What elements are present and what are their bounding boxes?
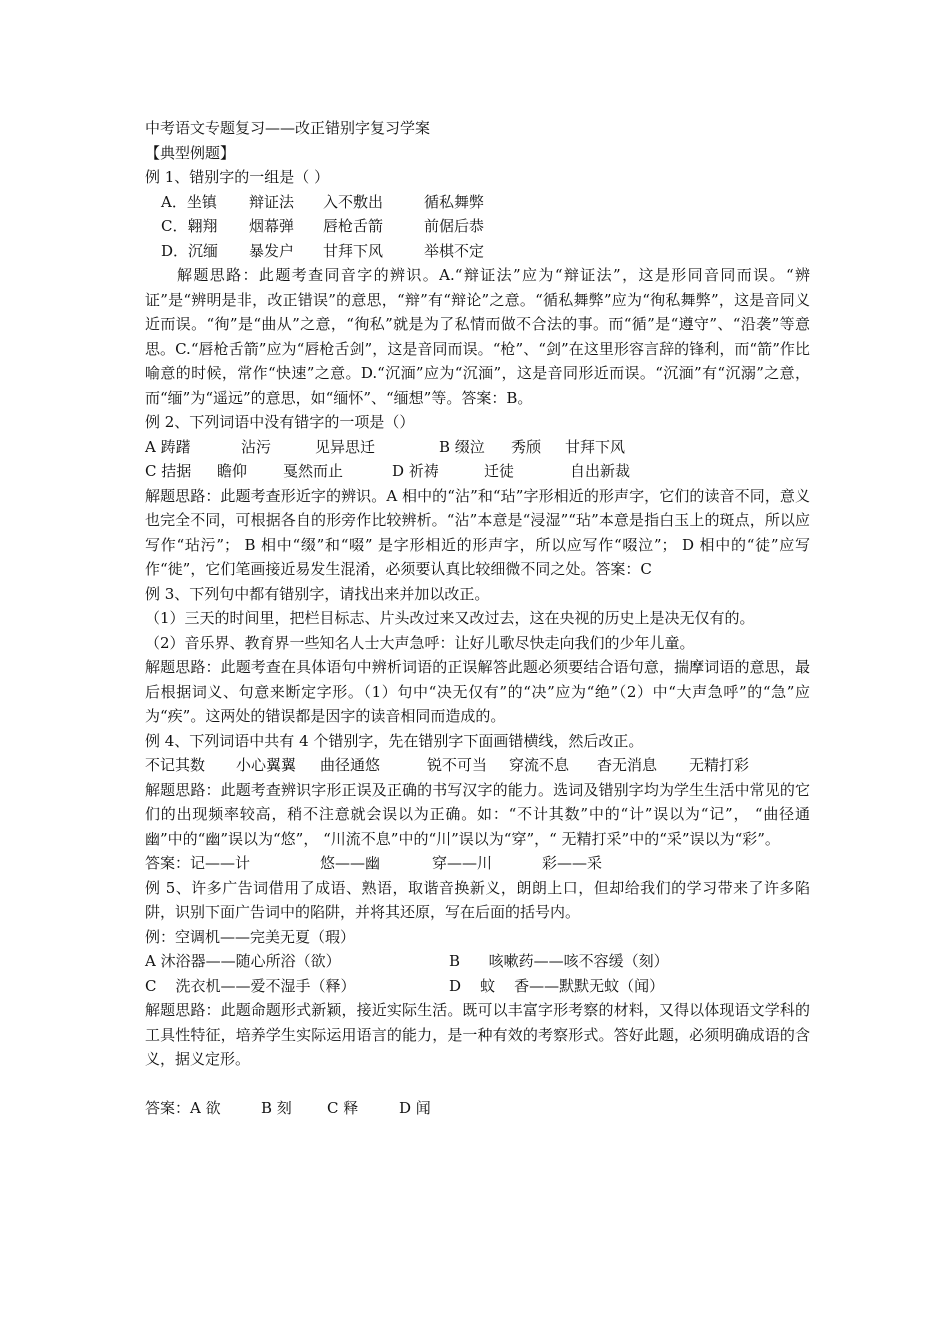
option-item: D 蚊 香——默默无蚊（闻） [449, 976, 665, 995]
option-item: D 祈祷 [392, 462, 439, 480]
ex1-option-c [145, 214, 810, 239]
answer-item: C 释 [327, 1099, 359, 1117]
word-item: 小心翼翼 [236, 756, 297, 774]
option-item: 唇枪舌箭 [323, 217, 384, 235]
ex1-option-a [145, 190, 810, 215]
option-item: B 咳嗽药——咳不容缓（刻） [449, 952, 669, 970]
ex3-question: 例 3、下列句中都有错别字，请找出来并加以改正。 [145, 584, 490, 603]
ex3-analysis: 解题思路：此题考查在具体语句中辨析词语的正误解答此题必须要结合语句意，揣摩词语的意思，最后根据词义、句意来断定字形。（1）句中“决无仅有”的“决”应为“绝”（2）中“大声急呼”的“急”应为“疾”。这两处的错误都是因字的读音相同而造成的。 [145, 658, 810, 725]
answer-item: 答案：记——计 [145, 854, 251, 872]
ex1-option-d [145, 239, 810, 264]
ex5-analysis: 解题思路：此题命题形式新颖，接近实际生活。既可以丰富字形考察的材料，又得以体现语文学科的工具性特征，培养学生实际运用语言的能力，是一种有效的考察形式。答好此题，必须明确成语的含义，据义定形。 [145, 1001, 810, 1068]
answer-item: 答案：A 欲 [145, 1099, 221, 1117]
option-item: 甘拜下风 [565, 437, 626, 456]
answer-item: 彩——采 [542, 854, 603, 872]
option-item: A 沐浴器——随心所浴（欲） [145, 952, 341, 970]
ex3-sentence-2: （2）音乐界、教育界一些知名人士大声急呼：让好儿歌尽快走向我们的少年儿童。 [145, 633, 695, 652]
option-item: 见异思迁 [315, 437, 376, 456]
ex4-question: 例 4、下列词语中共有 4 个错别字，先在错别字下面画错横线，然后改正。 [145, 731, 644, 750]
word-item: 无精打彩 [689, 756, 750, 774]
ex4-answer [145, 851, 810, 876]
answer-item: 悠——幽 [320, 854, 381, 872]
ex4-word-list [145, 753, 810, 778]
ex2-analysis: 解题思路：此题考查形近字的辨识。A 相中的“沾”和“玷”字形相近的形声字，它们的读音不同，意义也完全不同，可根据各自的形旁作比较辨析。“沾”本意是“浸湿”“玷”本意是指白玉上的斑点，所以应写作“玷污”； B 相中“缀”和“啜” 是字形相近的形声字，所以应写作“啜泣”； D 相中的“徒”应写作“徙”，它们笔画接近易发生混淆，必须要认真比较细微不同之处。答案：C [145, 486, 810, 578]
ex4-analysis: 解题思路：此题考查辨识字形正误及正确的书写汉字的能力。选词及错别字均为学生生活中常见的它们的出现频率较高，稍不注意就会误以为正确。如：“不计其数”中的“计”误以为“记”， “曲径通幽”中的“幽”误以为“悠”， “川流不息”中的“川”误以为“穿”，“ 无精打采”中的“采”误以为“彩”。 [145, 780, 810, 848]
ex2-options-ab [145, 435, 810, 460]
option-item: 前倨后恭 [424, 217, 485, 235]
option-item: 暴发户 [249, 241, 295, 260]
ex5-answer [145, 1096, 810, 1121]
answer-item: 穿——川 [432, 854, 493, 872]
ex2-options-cd [145, 459, 810, 484]
answer-item: B 刻 [261, 1099, 292, 1117]
option-item: 戛然而止 [283, 462, 344, 480]
word-item: 不记其数 [145, 756, 206, 774]
option-item: 甘拜下风 [323, 241, 384, 260]
option-item: 自出新裁 [570, 462, 631, 480]
ex1-analysis: 解题思路：此题考查同音字的辨识。A.“辩证法”应为“辩证法”，这是形同音同而误。“辨证”是“辨明是非，改正错误”的意思，“辩”有“辩论”之意。“循私舞弊”应为“徇私舞弊”，这是音同义近而误。“徇”是“曲从”之意，“徇私”就是为了私情而做不合法的事。而“循”是“遵守”、“沿袭”等意思。C.“唇枪舌箭”应为“唇枪舌剑”，这是音同而误。“枪”、“剑”在这里形容言辞的锋利，而“箭”作比喻意的时候，常作“快速”之意。D.“沉湎”应为“沉湎”，这是音同形近而误。“沉湎”有“沉溺”之意，而“缅”为“遥远”的意思，如“缅怀”、“缅想”等。答案：B。 [145, 266, 810, 407]
option-item: C．翱翔 [161, 217, 218, 235]
option-item: C 拮据 [145, 462, 192, 480]
option-item: 沾污 [241, 437, 272, 456]
option-item: C 洗衣机——爱不湿手（释） [145, 976, 356, 995]
ex5-options-ab [145, 949, 810, 974]
option-item: 迁徒 [484, 462, 515, 480]
ex5-question: 例 5、许多广告词借用了成语、熟语，取谐音换新义，朗朗上口，但却给我们的学习带来了许多陷阱，识别下面广告词中的陷阱，并将其还原，写在后面的括号内。 [145, 878, 810, 921]
option-item: A 踌躇 [145, 437, 191, 456]
document-body [145, 116, 810, 1121]
word-item: 穿流不息 [509, 756, 570, 774]
option-item: 瞻仰 [217, 462, 248, 480]
answer-item: D 闻 [399, 1099, 431, 1117]
ex5-options-cd [145, 974, 810, 999]
option-item: A．坐镇 [161, 192, 217, 211]
option-item: B 缀泣 [439, 437, 485, 456]
option-item: D．沉缅 [161, 241, 219, 260]
word-item: 杳无消息 [597, 756, 658, 774]
option-item: 循私舞弊 [424, 192, 485, 211]
section-heading: 【典型例题】 [145, 143, 236, 162]
word-item: 锐不可当 [427, 756, 488, 774]
ex5-example: 例：空调机——完美无夏（瑕） [145, 927, 356, 946]
option-item: 入不敷出 [323, 192, 384, 211]
option-item: 辩证法 [249, 192, 295, 211]
ex3-sentence-1: （1）三天的时间里，把栏目标志、片头改过来又改过去，这在央视的历史上是决无仅有的。 [145, 609, 755, 627]
option-item: 秀颀 [511, 437, 542, 456]
ex2-question: 例 2、下列词语中没有错字的一项是（） [145, 413, 415, 431]
blank-line [145, 1072, 810, 1097]
ex1-question: 例 1、错别字的一组是（ ） [145, 168, 330, 186]
word-item: 曲径通悠 [320, 756, 381, 774]
option-item: 举棋不定 [424, 241, 485, 260]
document-title: 中考语文专题复习——改正错别字复习学案 [145, 119, 431, 137]
option-item: 烟幕弹 [249, 217, 295, 235]
